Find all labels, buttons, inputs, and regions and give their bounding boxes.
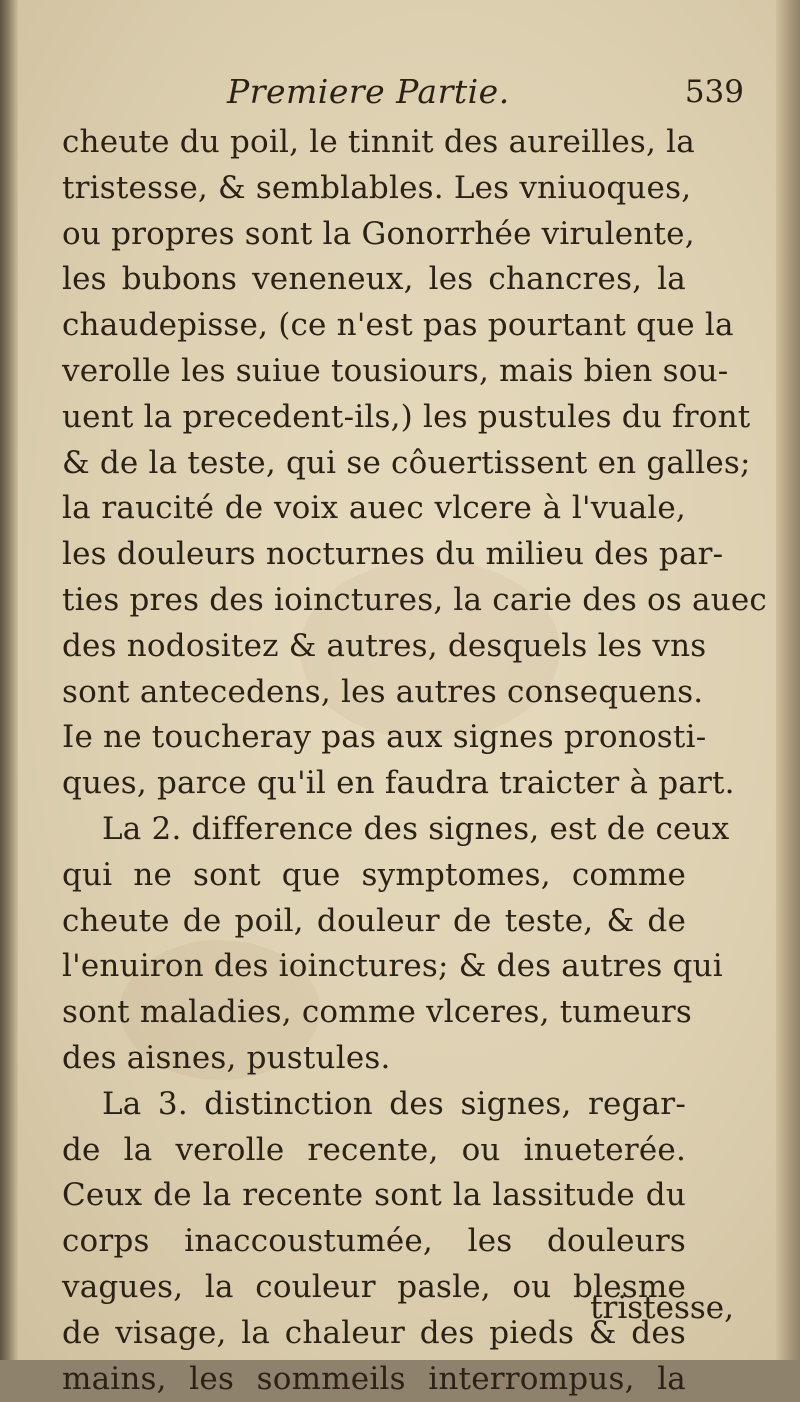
text-line: de la verolle recente, ou inueterée. xyxy=(62,1131,686,1168)
page-number: 539 xyxy=(684,74,744,110)
text-line: sont antecedens, les autres consequens. xyxy=(62,673,704,710)
catchword: tristesse, xyxy=(590,1290,734,1326)
text-line: corps inaccoustumée, les douleurs xyxy=(62,1223,686,1260)
text-line: & de la teste, qui se côuertissent en galles; xyxy=(62,444,751,481)
body-text xyxy=(62,120,767,1402)
text-line: sont maladies, comme vlceres, tumeurs xyxy=(62,994,693,1031)
text-line: uent la precedent-ils,) les pustules du front xyxy=(62,398,751,435)
text-line: La 3. distinction des signes, regar- xyxy=(102,1085,686,1122)
text-line: tristesse, & semblables. Les vniuoques, xyxy=(62,169,692,206)
text-line: la raucité de voix auec vlcere à l'vuale, xyxy=(62,490,686,527)
text-line: des nodositez & autres, desquels les vns xyxy=(62,627,707,664)
text-line: ou propres sont la Gonorrhée virulente, xyxy=(62,215,695,252)
text-line: Ceux de la recente sont la lassitude du xyxy=(62,1177,686,1214)
text-line: ques, parce qu'il en faudra traicter à part. xyxy=(62,765,735,802)
text-line: les douleurs nocturnes du milieu des par- xyxy=(62,536,724,573)
text-line: Ie ne toucheray pas aux signes pronosti- xyxy=(62,719,707,756)
text-line: verolle les suiue tousiours, mais bien sou- xyxy=(62,352,729,389)
text-line: de visage, la chaleur des pieds & des xyxy=(62,1314,686,1351)
text-line: des aisnes, pustules. xyxy=(62,1039,391,1076)
text-line: cheute du poil, le tinnit des aureilles, la xyxy=(62,124,695,160)
book-spine-shadow xyxy=(0,0,18,1360)
text-line: les bubons veneneux, les chancres, la xyxy=(62,261,686,298)
text-line: cheute de poil, douleur de teste, & de xyxy=(62,902,686,939)
text-line: qui ne sont que symptomes, comme xyxy=(62,856,686,893)
text-line: La 2. difference des signes, est de ceux xyxy=(102,810,730,847)
running-title: Premiere Partie. xyxy=(227,72,510,111)
text-line: l'enuiron des ioinctures; & des autres qui xyxy=(62,948,723,985)
text-line: mains, les sommeils interrompus, la xyxy=(62,1360,686,1397)
page-header xyxy=(62,70,762,114)
text-line: vagues, la couleur pasle, ou blesme xyxy=(62,1268,686,1305)
page-edge xyxy=(776,0,800,1360)
text-line: ties pres des ioinctures, la carie des os auec xyxy=(62,581,767,618)
text-line: chaudepisse, (ce n'est pas pourtant que la xyxy=(62,307,734,344)
